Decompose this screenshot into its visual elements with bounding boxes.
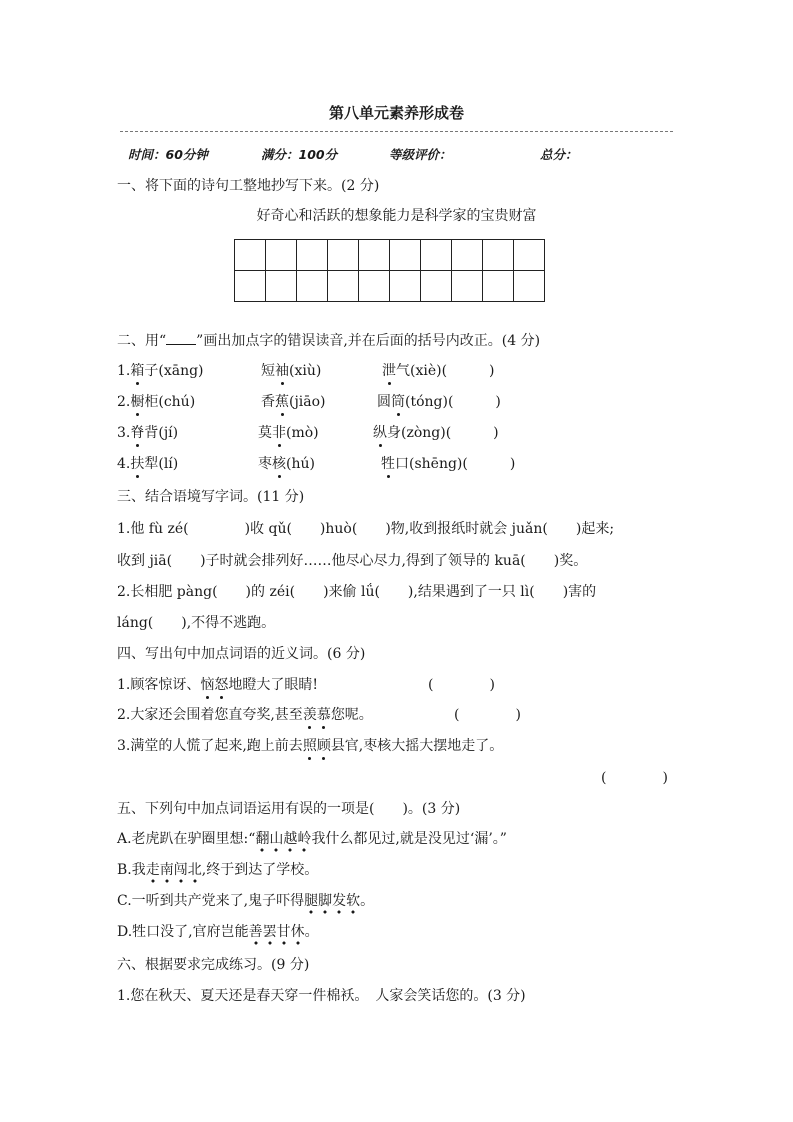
grid-cell[interactable] (297, 271, 328, 302)
dotted-phrase-c: 腿脚发软 (304, 893, 360, 914)
writing-grid[interactable] (234, 239, 545, 302)
time-label: 时间：60分钟 (128, 147, 208, 162)
q2-item-3b: 莫非(mò) (258, 425, 319, 441)
grid-cell[interactable] (297, 240, 328, 271)
q3-heading: 三、结合语境写字词。(11 分) (117, 489, 305, 505)
grid-cell[interactable] (359, 271, 390, 302)
grid-cell[interactable] (390, 240, 421, 271)
q2-item-1b: 短袖(xiù) (261, 363, 322, 379)
grid-cell[interactable] (514, 271, 545, 302)
dotted-phrase-d: 善罢甘休 (249, 924, 305, 945)
grid-cell[interactable] (421, 240, 452, 271)
grid-row (235, 271, 545, 302)
full-score-label: 满分：100分 (261, 147, 338, 162)
q1-sentence: 好奇心和活跃的想象能力是科学家的宝贵财富 (256, 208, 537, 224)
q5-option-c[interactable]: C.一听到共产党来了,鬼子吓得腿脚发软。 (117, 892, 374, 910)
grid-cell[interactable] (421, 271, 452, 302)
q2-heading (117, 331, 540, 350)
total-label: 总分： (540, 147, 578, 162)
q2-item-4c: 牲口(shēng)( ) (381, 456, 516, 472)
q5-option-d[interactable]: D.牲口没了,官府岂能善罢甘休。 (117, 923, 319, 941)
q3-line-4: láng( ),不得不逃跑。 (117, 615, 276, 631)
q2-item-2c: 圆筒(tóng)( ) (377, 394, 501, 410)
grid-cell[interactable] (266, 271, 297, 302)
q4-sentence-2: 2.大家还会围着您直夸奖,甚至羡慕您呢。 (117, 707, 373, 723)
grade-label: 等级评价： (389, 147, 452, 162)
q2-item-3c: 纵身(zòng)( ) (373, 425, 499, 441)
grid-cell[interactable] (235, 271, 266, 302)
q4-answer-3[interactable]: ( ) (601, 770, 668, 786)
grid-row (235, 240, 545, 271)
grid-cell[interactable] (235, 240, 266, 271)
q6-line-1: 1.您在秋天、夏天还是春天穿一件棉袄。 人家会笑话您的。(3 分) (117, 988, 526, 1004)
grid-cell[interactable] (483, 271, 514, 302)
dotted-phrase-b: 走南闯北 (146, 862, 202, 883)
q3-line-1: 1.他 fù zé( )收 qǔ( )huò( )物,收到报纸时就会 juǎn( )起来; (117, 521, 615, 537)
grid-cell[interactable] (266, 240, 297, 271)
q4-sentence-1: 1.顾客惊讶、恼怒地瞪大了眼睛! (117, 677, 318, 693)
grid-cell[interactable] (328, 271, 359, 302)
q2-item-1a: 1.箱子(xāng) (117, 363, 204, 379)
grid-cell[interactable] (390, 271, 421, 302)
underline-sample (166, 331, 196, 345)
grid-cell[interactable] (514, 240, 545, 271)
q2-item-4a: 4.扶犁(lí) (117, 456, 179, 472)
q2-item-3a: 3.脊背(jí) (117, 425, 179, 441)
q2-item-2b: 香蕉(jiāo) (261, 394, 326, 410)
grid-cell[interactable] (452, 240, 483, 271)
q5-heading: 五、下列句中加点词语运用有误的一项是( )。(3 分) (117, 801, 461, 817)
q2-item-2a: 2.橱柜(chú) (117, 394, 196, 410)
q6-heading: 六、根据要求完成练习。(9 分) (117, 957, 310, 973)
page-title: 第八单元素养形成卷 (328, 104, 464, 122)
dashed-divider (120, 131, 673, 132)
q2-heading-b: ”画出加点字的错误读音,并在后面的括号内改正。(4 分) (196, 333, 541, 349)
grid-cell[interactable] (452, 271, 483, 302)
grid-cell[interactable] (483, 240, 514, 271)
q4-answer-1[interactable]: ( ) (428, 677, 495, 693)
q1-heading: 一、将下面的诗句工整地抄写下来。(2 分) (117, 178, 380, 194)
q2-item-1c: 泄气(xiè)( ) (382, 363, 495, 379)
q5-option-b[interactable]: B.我走南闯北,终于到达了学校。 (117, 861, 318, 879)
q2-item-4b: 枣核(hú) (258, 456, 315, 472)
q4-sentence-3: 3.满堂的人慌了起来,跑上前去照顾县官,枣核大摇大摆地走了。 (117, 738, 504, 754)
dotted-phrase-a: 翻山越岭 (255, 831, 311, 852)
grid-cell[interactable] (328, 240, 359, 271)
q3-line-3: 2.长相肥 pàng( )的 zéi( )来偷 lǘ( ),结果遇到了一只 lì( )害的 (117, 584, 597, 600)
q5-option-a[interactable]: A.老虎趴在驴圈里想:“翻山越岭我什么都见过,就是没见过‘漏’。” (117, 830, 507, 848)
q3-line-2: 收到 jiā( )子时就会排列好……他尽心尽力,得到了领导的 kuā( )奖。 (117, 553, 588, 569)
q4-answer-2[interactable]: ( ) (454, 707, 521, 723)
q4-heading: 四、写出句中加点词语的近义词。(6 分) (117, 646, 366, 662)
grid-cell[interactable] (359, 240, 390, 271)
q2-heading-a: 二、用“ (117, 333, 167, 349)
